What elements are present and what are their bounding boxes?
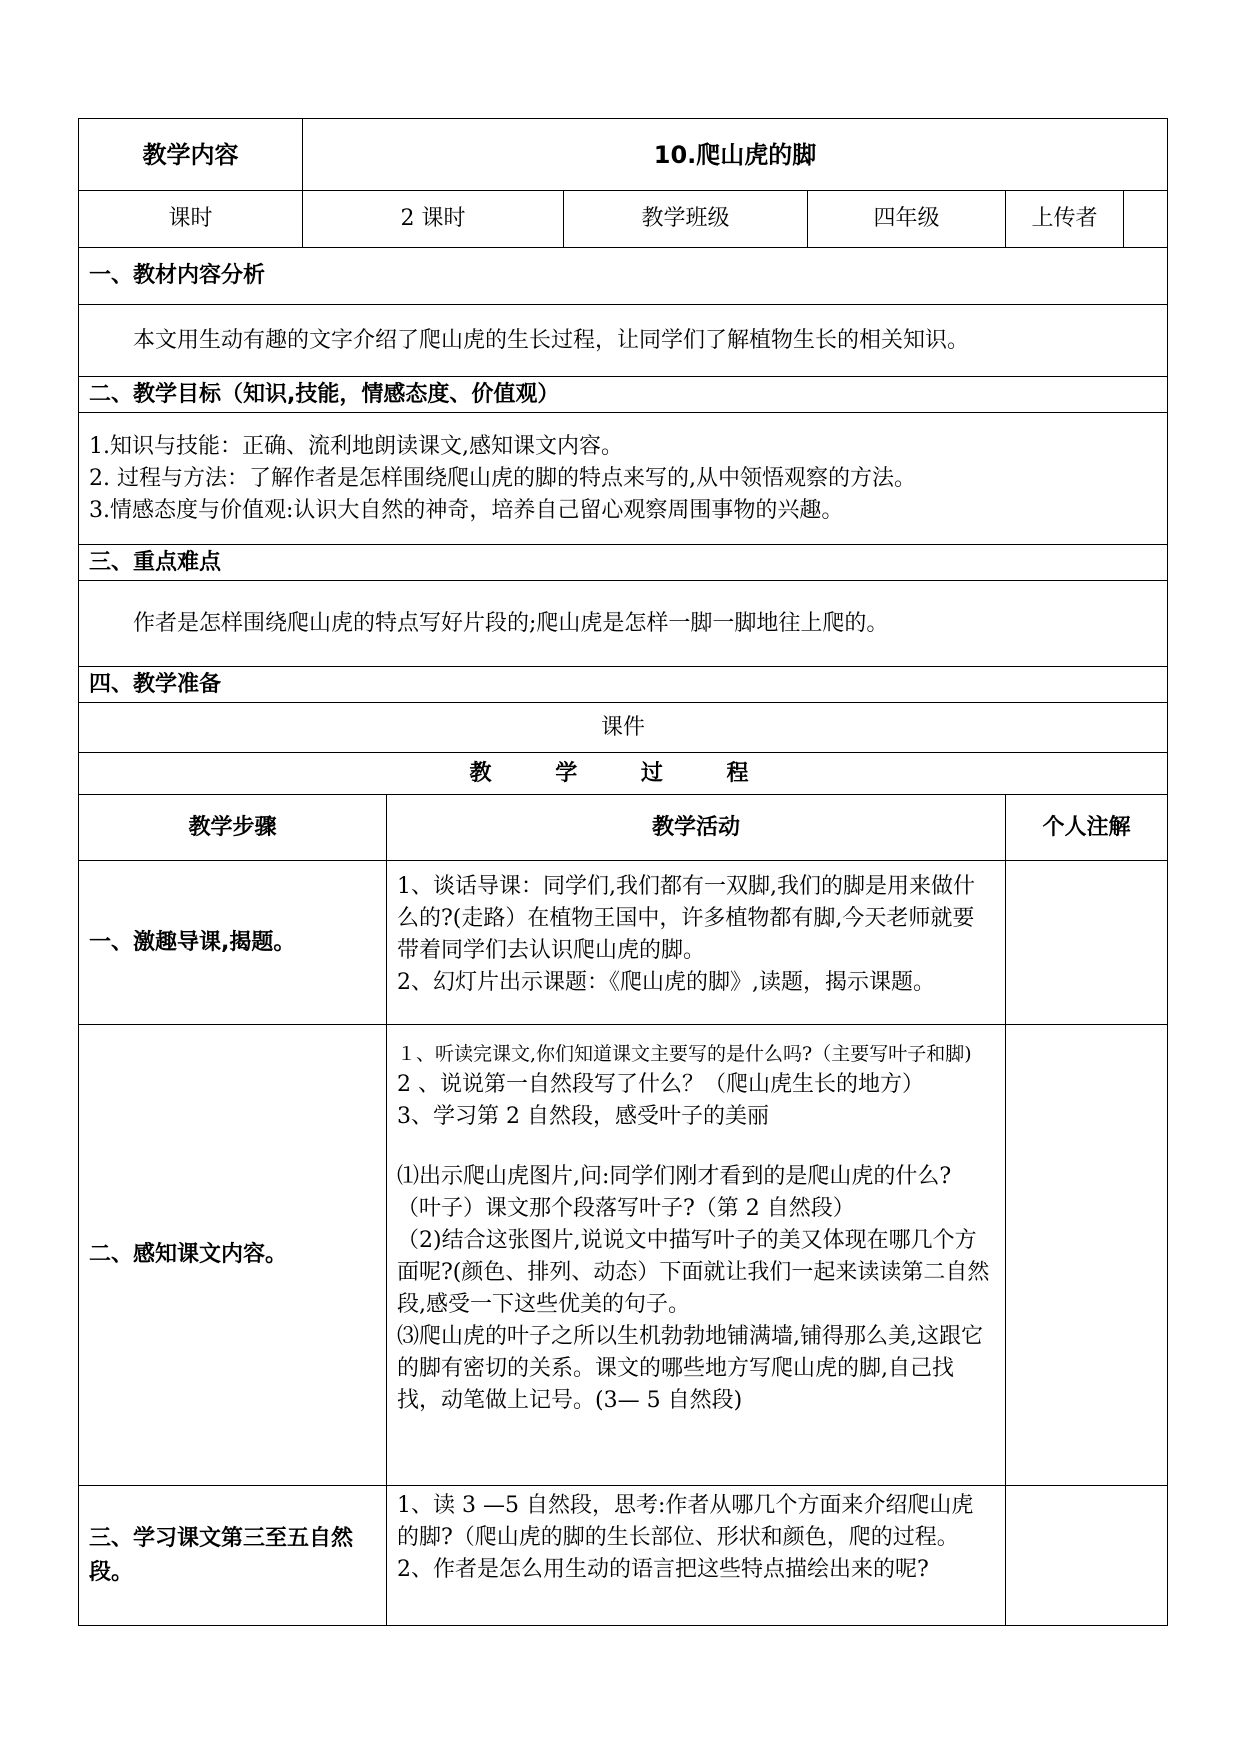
activity-line: １、听读完课文,你们知道课文主要写的是什么吗?（主要写叶子和脚)	[397, 1043, 972, 1065]
goals-title-row	[79, 377, 1168, 413]
step-label: 三、学习课文第三至五自然段。	[79, 1486, 387, 1626]
step-row-3	[79, 1486, 1168, 1626]
step-label: 二、感知课文内容。	[79, 1025, 387, 1486]
goal-item: 3.情感态度与价值观:认识大自然的神奇，培养自己留心观察周围事物的兴趣。	[89, 497, 844, 523]
info-row	[79, 191, 1168, 248]
key-text: 作者是怎样围绕爬山虎的特点写好片段的;爬山虎是怎样一脚一脚地往上爬的。	[79, 581, 1168, 667]
spacer	[397, 1133, 995, 1161]
lesson-title: 10.爬山虎的脚	[303, 119, 1168, 191]
key-text-row	[79, 581, 1168, 667]
step-activity	[387, 861, 1006, 1025]
step-notes	[1006, 861, 1168, 1025]
step-label: 一、激趣导课,揭题。	[79, 861, 387, 1025]
goal-item: 2. 过程与方法：了解作者是怎样围绕爬山虎的脚的特点来写的,从中领悟观察的方法。	[89, 465, 916, 491]
activity-line: ⑴出示爬山虎图片,问:同学们刚才看到的是爬山虎的什么?（叶子）课文那个段落写叶子?（第 2 自然段）	[397, 1164, 952, 1221]
analysis-title-row	[79, 248, 1168, 305]
uploader-label: 上传者	[1006, 191, 1124, 248]
goals-title: 二、教学目标（知识,技能，情感态度、价值观）	[79, 377, 1168, 413]
activity-header: 教学活动	[387, 795, 1006, 861]
activity-line: 2、幻灯片出示课题：《爬山虎的脚》,读题，揭示课题。	[397, 970, 935, 995]
goal-item: 1.知识与技能：正确、流利地朗读课文,感知课文内容。	[89, 433, 623, 459]
content-label: 教学内容	[79, 119, 303, 191]
lesson-plan-table	[78, 118, 1168, 1626]
prep-title-row	[79, 667, 1168, 703]
step-row-1	[79, 861, 1168, 1025]
activity-line: 1、谈话导课：同学们,我们都有一双脚,我们的脚是用来做什么的?(走路）在植物王国中，许多植物都有脚,今天老师就要带着同学们去认识爬山虎的脚。	[397, 874, 975, 963]
uploader-value	[1124, 191, 1168, 248]
process-title: 教 学 过 程	[79, 753, 1168, 795]
activity-line: 1、读 3 —5 自然段，思考:作者从哪几个方面来介绍爬山虎的脚?（爬山虎的脚的生长部位、形状和颜色，爬的过程。	[397, 1493, 974, 1550]
content-row	[79, 119, 1168, 191]
prep-title: 四、教学准备	[79, 667, 1168, 703]
hours-value: 2 课时	[303, 191, 564, 248]
goals-cell	[79, 413, 1168, 545]
activity-line: （2)结合这张图片,说说文中描写叶子的美又体现在哪几个方面呢?(颜色、排列、动态）下面就让我们一起来读读第二自然段,感受一下这些优美的句子。	[397, 1228, 990, 1317]
class-label: 教学班级	[564, 191, 808, 248]
hours-label: 课时	[79, 191, 303, 248]
step-activity	[387, 1486, 1006, 1626]
activity-line: 3、学习第 2 自然段，感受叶子的美丽	[397, 1104, 769, 1129]
class-value: 四年级	[808, 191, 1006, 248]
lesson-plan-page	[78, 118, 1167, 1626]
key-title: 三、重点难点	[79, 545, 1168, 581]
analysis-title: 一、教材内容分析	[79, 248, 1168, 305]
step-notes	[1006, 1025, 1168, 1486]
step-header: 教学步骤	[79, 795, 387, 861]
goals-row	[79, 413, 1168, 545]
activity-line: ⑶爬山虎的叶子之所以生机勃勃地铺满墙,铺得那么美,这跟它的脚有密切的关系。课文的哪些地方写爬山虎的脚,自己找找，动笔做上记号。(3— 5 自然段)	[397, 1324, 983, 1413]
key-title-row	[79, 545, 1168, 581]
step-activity	[387, 1025, 1006, 1486]
analysis-text-row	[79, 305, 1168, 377]
activity-line: 2、作者是怎么用生动的语言把这些特点描绘出来的呢?	[397, 1557, 929, 1582]
notes-header: 个人注解	[1006, 795, 1168, 861]
process-title-row	[79, 753, 1168, 795]
activity-line: 2 、说说第一自然段写了什么？（爬山虎生长的地方）	[397, 1072, 924, 1097]
analysis-text: 本文用生动有趣的文字介绍了爬山虎的生长过程，让同学们了解植物生长的相关知识。	[79, 305, 1168, 377]
step-row-2	[79, 1025, 1168, 1486]
prep-text-row	[79, 703, 1168, 753]
step-notes	[1006, 1486, 1168, 1626]
prep-text: 课件	[79, 703, 1168, 753]
process-header-row	[79, 795, 1168, 861]
